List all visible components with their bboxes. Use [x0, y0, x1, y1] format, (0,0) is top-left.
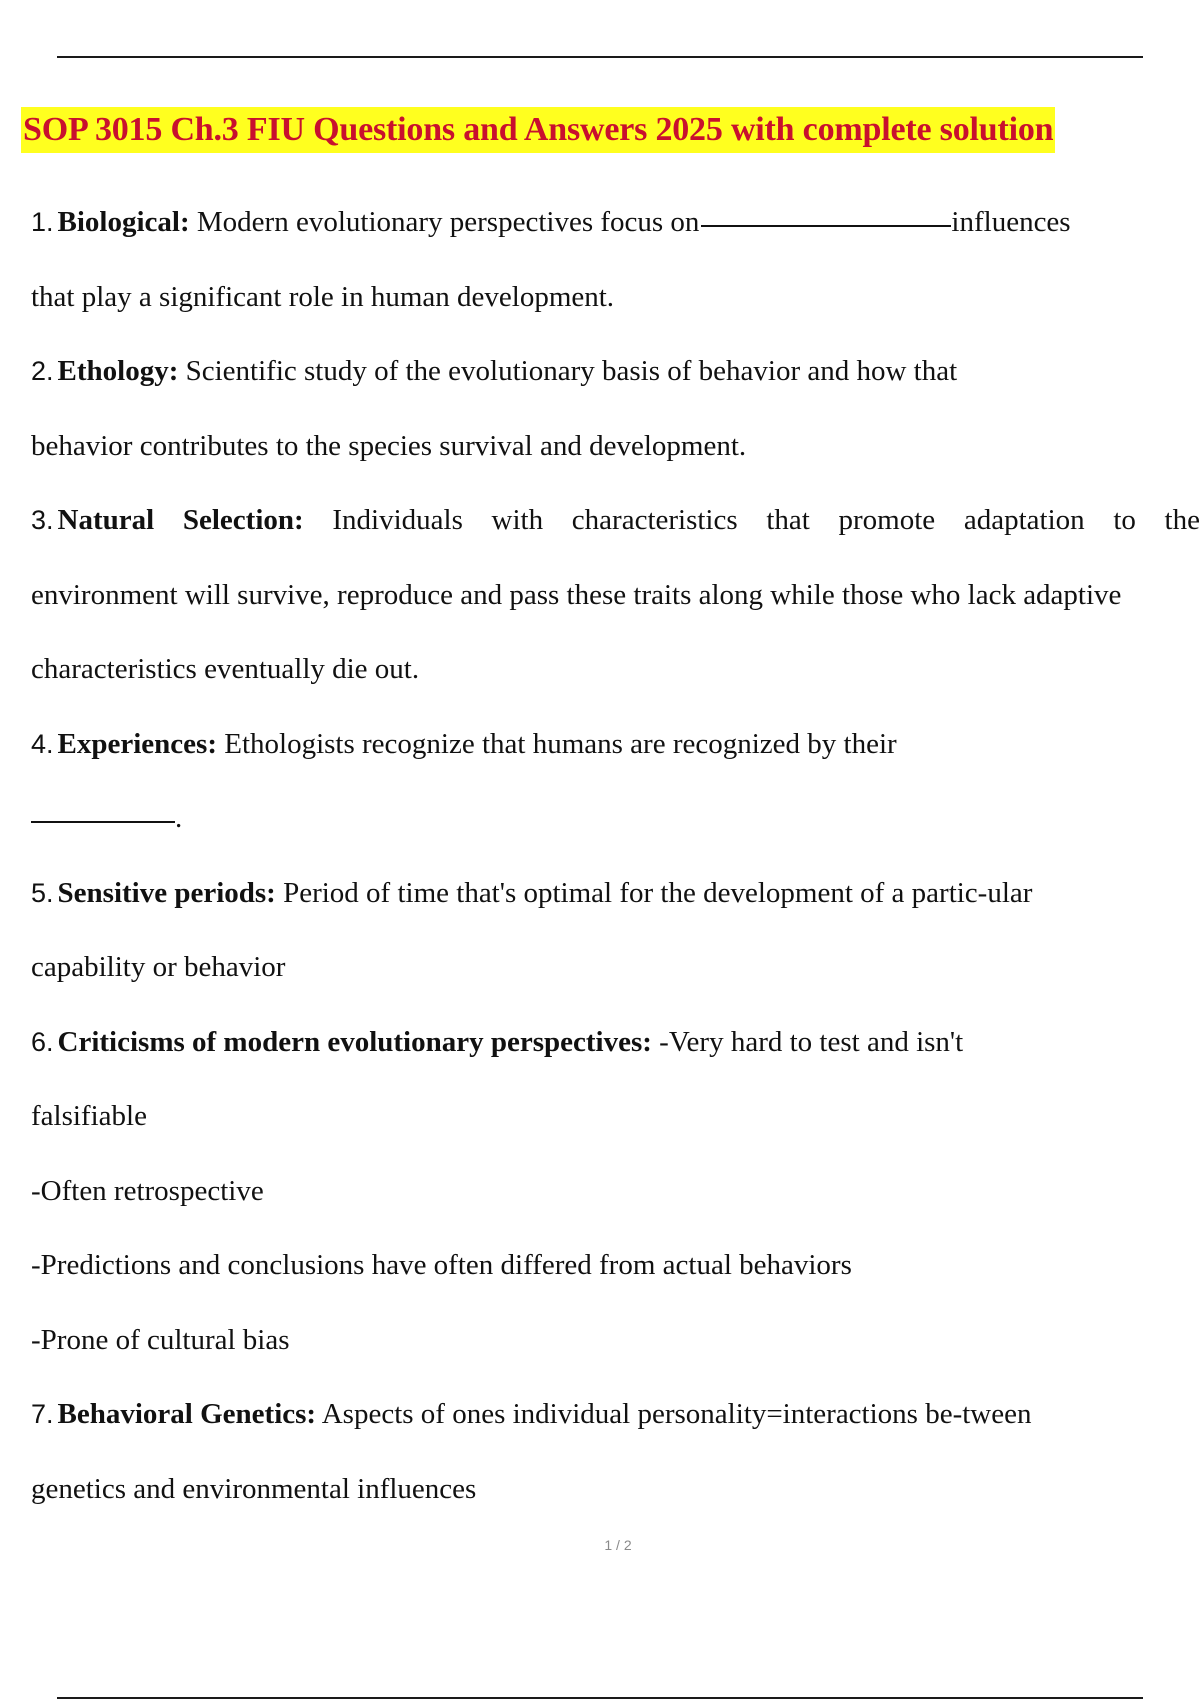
item-6-line-2: falsifiable	[31, 1100, 147, 1132]
item-5-number: 5.	[31, 877, 54, 908]
item-2-line-1	[31, 334, 1200, 409]
item-4-term: Experiences:	[57, 727, 217, 760]
item-3-text: Individuals with characteristics that promote adaptation to the	[303, 504, 1200, 536]
item-1-answer-blank	[701, 225, 951, 227]
item-4-line-2	[31, 781, 1200, 856]
top-rule	[57, 56, 1143, 58]
item-4-text: Ethologists recognize that humans are recognized by their	[217, 727, 897, 760]
item-6-number: 6.	[31, 1026, 54, 1057]
item-6-bullet-3: -Prone of cultural bias	[31, 1323, 290, 1356]
question-list	[31, 185, 1200, 1526]
item-5-line-1	[31, 856, 1200, 931]
item-6-term: Criticisms of modern evolutionary perspectives:	[57, 1025, 652, 1058]
item-7-line-2: genetics and environmental influences	[31, 1472, 477, 1505]
item-2-number: 2.	[31, 356, 54, 386]
item-2-text: Scientific study of the evolutionary basis of behavior and how that	[178, 355, 958, 387]
item-2-line-2: behavior contributes to the species survival and development.	[31, 429, 747, 462]
item-5-text: Period of time that's optimal for the development of a partic-ular	[275, 876, 1033, 909]
item-6-text: -Very hard to test and isn't	[651, 1025, 964, 1058]
item-3-line-2: environment will survive, reproduce and pass these traits along while those who lack adaptive	[31, 578, 1122, 611]
item-5-term: Sensitive periods:	[57, 876, 276, 909]
document-title: SOP 3015 Ch.3 FIU Questions and Answers 2025 with complete solution	[21, 107, 1055, 153]
item-2-term: Ethology:	[57, 355, 179, 387]
item-3-term: Natural Selection:	[57, 504, 304, 536]
item-7-term: Behavioral Genetics:	[57, 1398, 317, 1430]
item-1-text-after-blank: influences	[951, 206, 1071, 238]
item-1-term: Biological:	[57, 206, 190, 238]
item-6-bullet-1: -Often retrospective	[31, 1174, 264, 1207]
page-indicator: 1 / 2	[604, 1537, 632, 1553]
item-5-line-2: capability or behavior	[31, 951, 286, 983]
item-4-line-1	[31, 707, 1200, 782]
item-1-line-1	[31, 185, 1200, 260]
item-3-number: 3.	[31, 505, 54, 535]
item-7-number: 7.	[31, 1399, 54, 1429]
item-7-line-1	[31, 1377, 1200, 1452]
item-1-text: Modern evolutionary perspectives focus on	[189, 206, 700, 238]
item-3-line-1	[31, 483, 1200, 558]
item-6-line-1	[31, 1005, 1200, 1080]
item-4-number: 4.	[31, 728, 54, 759]
item-4-answer-blank	[31, 821, 175, 823]
item-1-line-2: that play a significant role in human development.	[31, 280, 615, 313]
item-3-line-3: characteristics eventually die out.	[31, 653, 420, 685]
item-7-text: Aspects of ones individual personality=interactions be-tween	[316, 1398, 1032, 1430]
bottom-rule	[57, 1697, 1143, 1699]
item-4-period: .	[175, 802, 183, 834]
item-1-number: 1.	[31, 207, 54, 237]
item-6-bullet-2: -Predictions and conclusions have often differed from actual behaviors	[31, 1249, 852, 1281]
